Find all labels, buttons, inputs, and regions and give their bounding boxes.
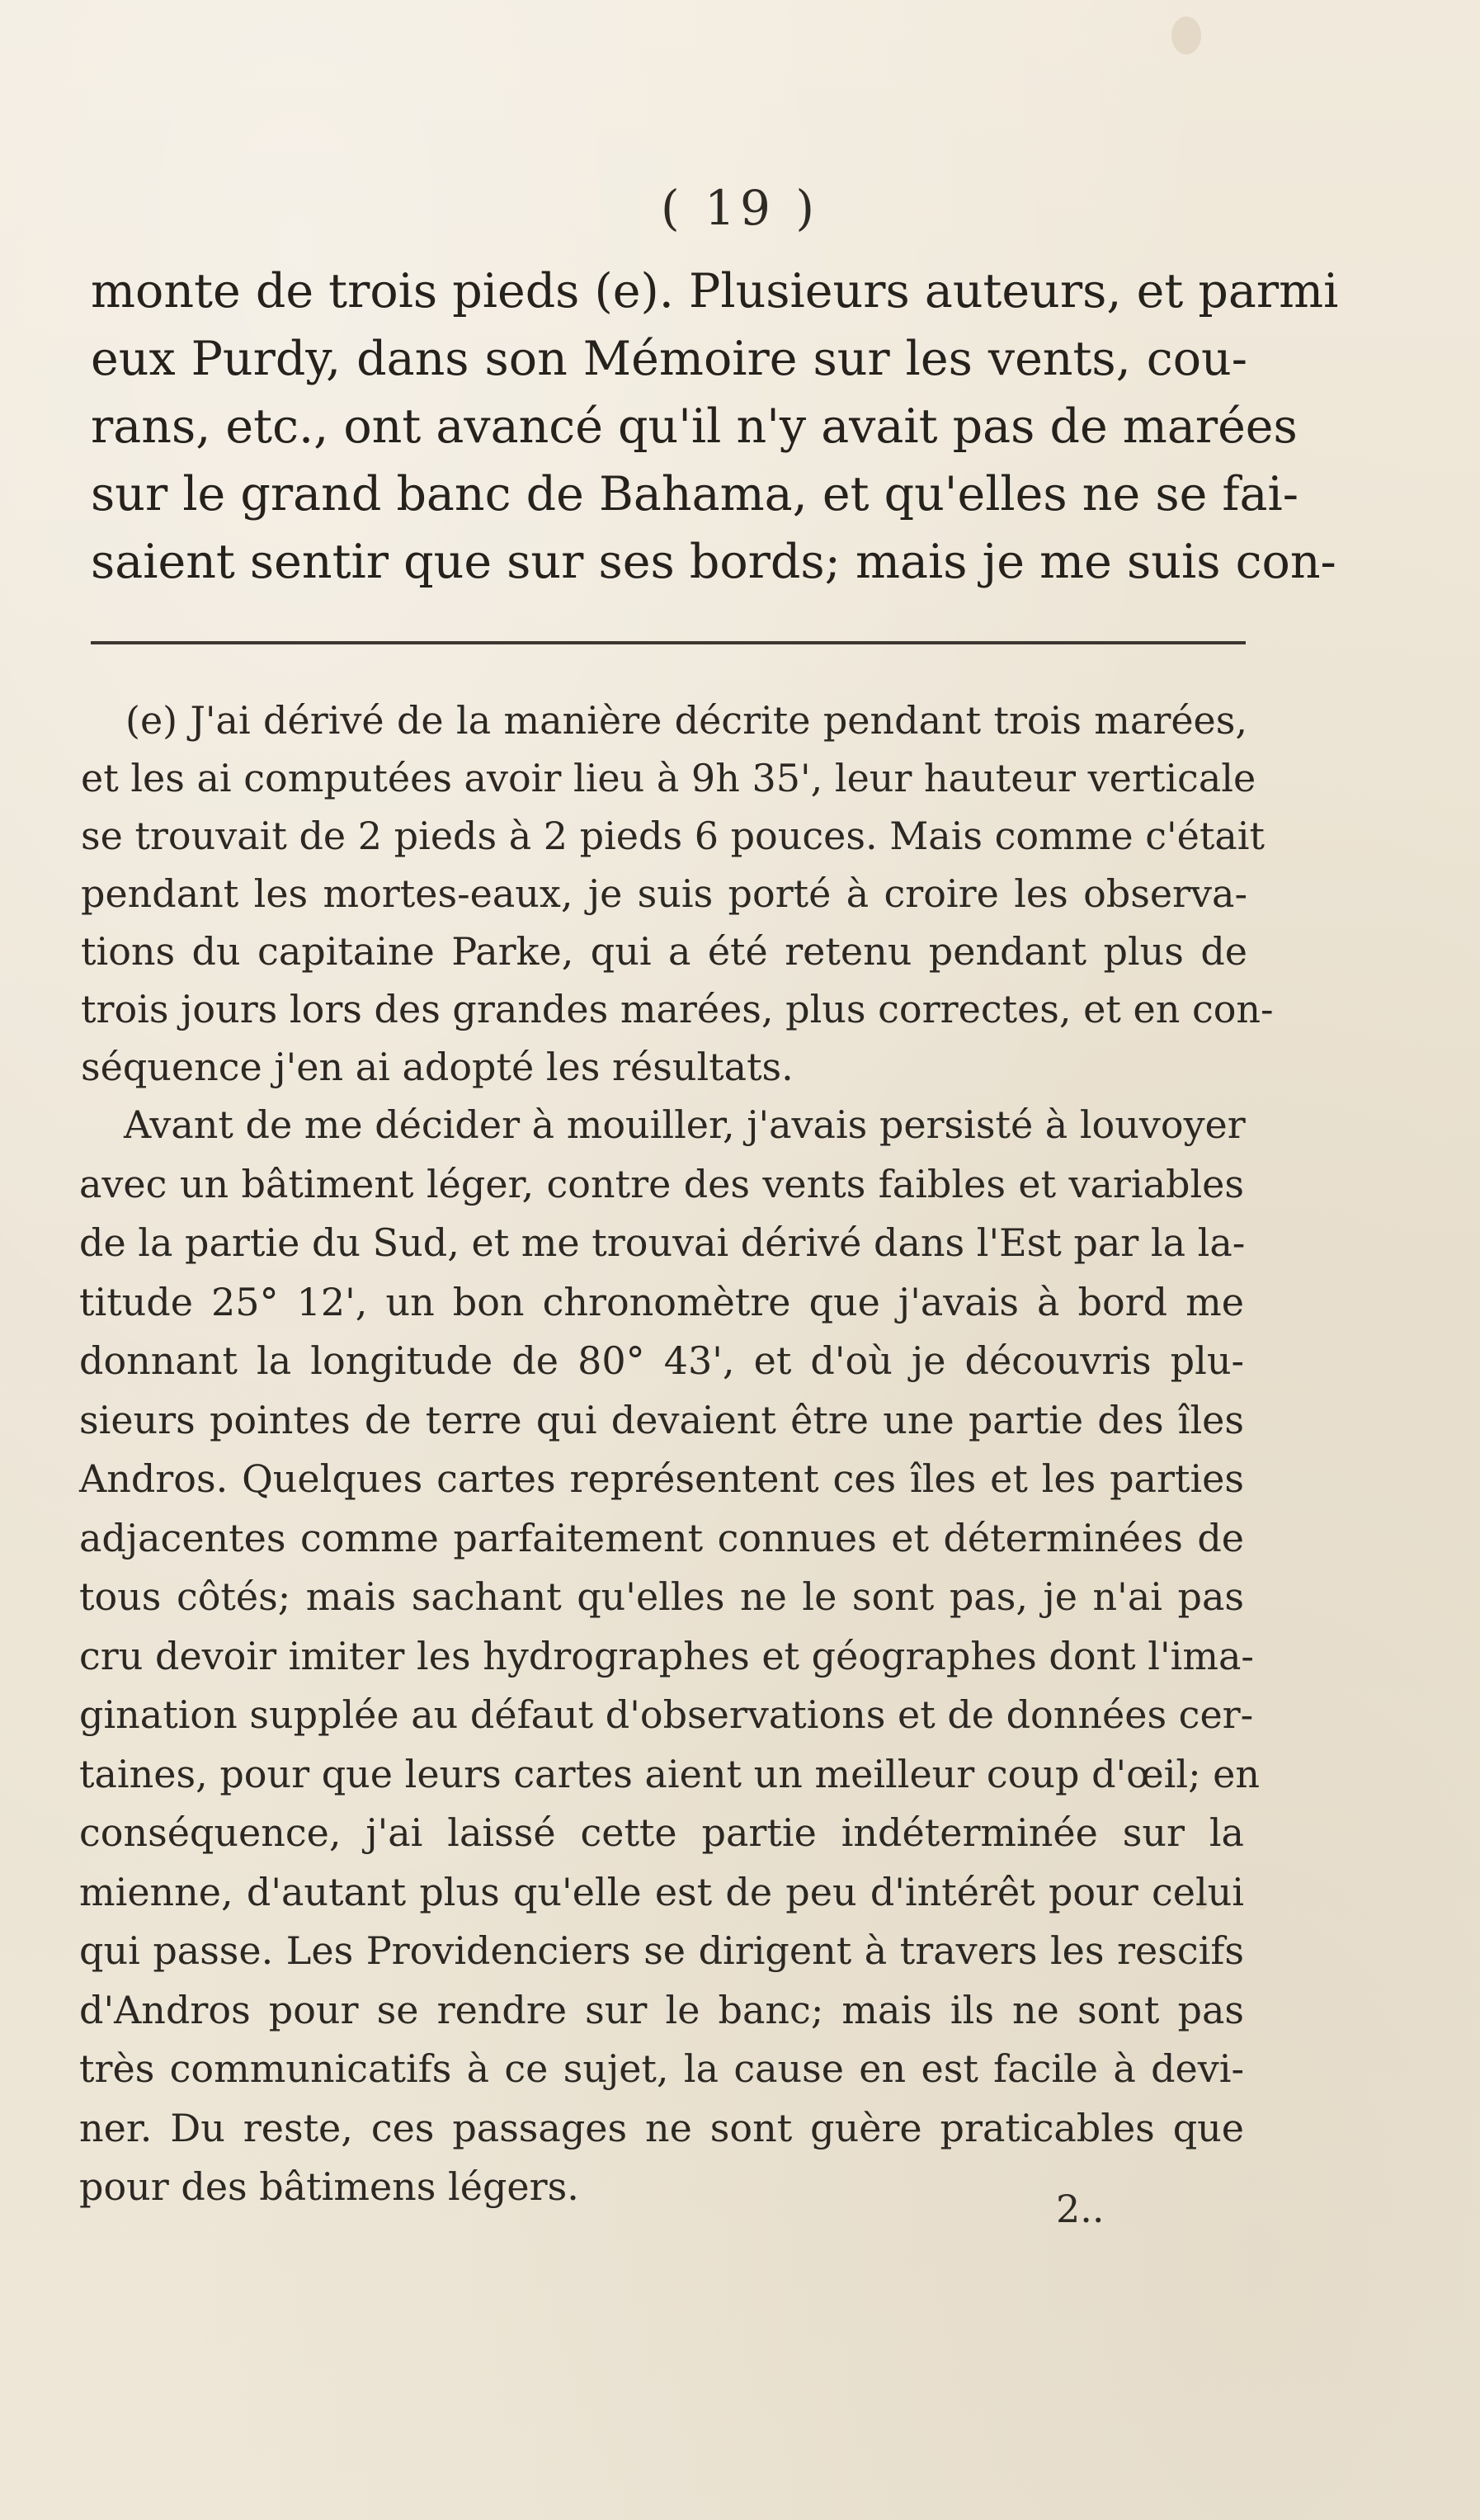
paragraph-line: de la partie du Sud, et me trouvai dérivé dans l'Est par la la-: [79, 1220, 1246, 1265]
paragraph-line: avec un bâtiment léger, contre des vents faibles et variables: [79, 1161, 1244, 1206]
text-line: saient sentir que sur ses bords; mais je me suis con-: [91, 535, 1336, 589]
signature-mark: 2..: [1056, 2187, 1105, 2231]
footnote-line: séquence j'en ai adopté les résultats.: [81, 1045, 794, 1089]
paragraph-line: qui passe. Les Providenciers se dirigent à travers les rescifs: [79, 1928, 1244, 1973]
paragraph-line: gination supplée au défaut d'observations et de données cer-: [79, 1692, 1254, 1737]
paragraph-line: d'Andros pour se rendre sur le banc; mais ils ne sont pas: [79, 1987, 1244, 2032]
paragraph-line: tous côtés; mais sachant qu'elles ne le sont pas, je n'ai pas: [79, 1574, 1244, 1619]
footnote-line: pendant les mortes-eaux, je suis porté à croire les observa-: [81, 871, 1247, 916]
footnote-block: [81, 691, 1274, 1096]
paragraph-line: taines, pour que leurs cartes aient un meilleur coup d'œil; en: [79, 1751, 1261, 1796]
paragraph-line: sieurs pointes de terre qui devaient être une partie des îles: [79, 1397, 1244, 1442]
body-paragraph: [79, 1096, 1261, 2217]
footnote-line: trois jours lors des grandes marées, plus correctes, et en con-: [81, 987, 1274, 1031]
footnote-line: tions du capitaine Parke, qui a été retenu pendant plus de: [81, 929, 1247, 974]
paragraph-line: adjacentes comme parfaitement connues et déterminées de: [79, 1515, 1244, 1560]
text-line: monte de trois pieds (e). Plusieurs auteurs, et parmi: [91, 264, 1339, 319]
footnote-line: (e) J'ai dérivé de la manière décrite pendant trois marées,: [125, 698, 1247, 743]
paragraph-line: Avant de me décider à mouiller, j'avais persisté à louvoyer: [124, 1102, 1246, 1147]
page-number: ( 19 ): [661, 180, 819, 236]
footnote-line: se trouvait de 2 pieds à 2 pieds 6 pouces. Mais comme c'était: [81, 814, 1265, 858]
text-line: eux Purdy, dans son Mémoire sur les vents, cou-: [91, 332, 1247, 386]
paragraph-line: conséquence, j'ai laissé cette partie indéterminée sur la: [79, 1810, 1244, 1855]
paragraph-line: cru devoir imiter les hydrographes et géographes dont l'ima-: [79, 1633, 1254, 1678]
paragraph-line: très communicatifs à ce sujet, la cause en est facile à devi-: [79, 2046, 1244, 2091]
paragraph-line: pour des bâtimens légers.: [79, 2164, 579, 2209]
paragraph-line: ner. Du reste, ces passages ne sont guère praticables que: [79, 2105, 1244, 2150]
text-line: rans, etc., ont avancé qu'il n'y avait pas de marées: [91, 399, 1298, 454]
footnote-separator: [91, 641, 1246, 644]
text-line: sur le grand banc de Bahama, et qu'elles ne se fai-: [91, 467, 1299, 521]
footnote-line: et les ai computées avoir lieu à 9h 35', leur hauteur verticale: [81, 756, 1256, 800]
paragraph-line: mienne, d'autant plus qu'elle est de peu d'intérêt pour celui: [79, 1869, 1244, 1914]
paragraph-line: Andros. Quelques cartes représentent ces îles et les parties: [79, 1456, 1244, 1501]
paragraph-line: donnant la longitude de 80° 43', et d'où je découvris plu-: [79, 1338, 1244, 1383]
main-text-block: [91, 257, 1339, 596]
paper-stain: [1171, 17, 1201, 54]
paragraph-line: titude 25° 12', un bon chronomètre que j'avais à bord me: [79, 1279, 1244, 1324]
